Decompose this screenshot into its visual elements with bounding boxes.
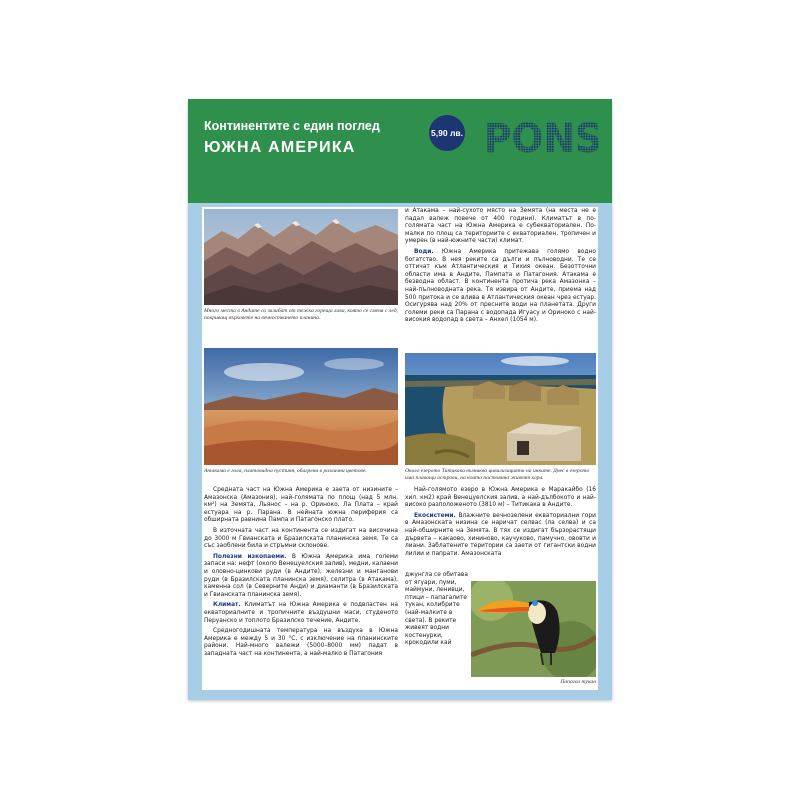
pons-logo-text: PONS (484, 117, 602, 157)
lake-village-photo (405, 353, 596, 465)
mountain-photo (204, 209, 398, 305)
section-text: В Южна Америка има големи запаси на: нефт (около Венецуелския залив), медни, калаени и оловно-цинкови руди (в Андите), железни и манганови руди (в Бразилската планинска земя), селитра (в Атакама), каменна сол (в Северните Анди) и диаманти (в Бразилската и Гвианската планинска земя). (204, 553, 398, 598)
section-text: Климатът на Южна Америка е подвластен на екваториалните и тропичните въздушни маси, студеното Перуанско и топлото Бразилско течение, Андите. (204, 602, 398, 624)
text-column-right-top (405, 208, 596, 351)
paragraph (204, 602, 398, 625)
text-column-right-wrap (405, 572, 469, 690)
toucan-photo (471, 581, 596, 677)
cover-header (188, 99, 612, 203)
toucan-caption: Папагал тукан (560, 679, 596, 685)
section-text: Влажните вечнозелени екваториални гори в Амазонската низина се наричат селвас (ла селва) и са най-обширните на Земята. В тях се издигат бързорастящи дървета – какаово, хининово, каучуково, памучно, ововти и лиани. Заблатените територии са заети от гигантски водни лилии и папрати. Амазонската (405, 512, 597, 557)
paragraph (405, 249, 596, 325)
lake-caption: Около езерото Титикака възниква цивилизацията на инките. Днес в езерото има плаващи острови, на които постоянно живеят хора. (405, 468, 590, 481)
text-column-right-middle (405, 487, 596, 571)
pons-logo (484, 117, 602, 157)
series-subtitle: Континентите с един поглед (204, 119, 380, 133)
section-heading: Климат. (213, 602, 241, 609)
paragraph: В източната част на континента се издигат на височина до 3000 м Гвианската и Бразилската планинска земя. Те са със заоблени била и стръмни склонове. (204, 527, 398, 550)
paragraph: джунгла се обитава от ягуари, пуми, маймуни, ленивци, птици – папагалите тукан, колибрите (най-малките в света). В реките живеят водни костенурки, крокодили кай (405, 572, 468, 647)
cover-title: ЮЖНА АМЕРИКА (204, 139, 356, 156)
price-badge: 5,90 лв. (429, 115, 465, 151)
paragraph (405, 513, 596, 559)
text-column-left (204, 487, 398, 690)
paragraph: Средногодишната температура на въздуха в Южна Америка е между 5 и 30 °С, с изключение на планинските райони. Най-много валежи (5000–8000 мм) падат в западната част на континента, а най-малко в Патагония (204, 628, 398, 657)
book-cover (188, 99, 612, 700)
paragraph: Средната част на Южна Америка е заета от низините – Амазонска (Амазония), най-голямата по площ (над 5 млн. км²) на Земята, Льянос – на р. Ориноко, Ла Плата – край естуара на р. Парана. В нейната южна периферия са обширната равнина Пампа и Патагонско плато. (204, 487, 398, 524)
paragraph (204, 554, 398, 600)
desert-caption: Атакама е гола, платовидна пустиня, обагрена в различни цветове. (204, 468, 367, 474)
paragraph: Най-голямото езеро в Южна Америка е Маракайбо (16 хил. км2) край Венецуелския залив, а най-дълбокото и най-високо разположеното (3810 м) – Титикака в Андите. (405, 487, 596, 509)
content-page (202, 207, 598, 690)
section-heading: Полезни изкопаеми. (213, 553, 287, 560)
desert-photo (204, 348, 398, 465)
paragraph: и Атакама – най-сухото място на Земята (на места не е падал валеж повече от 400 години). Климатът в по-голямата част на Южна Америка е субекваториален. По-малки по площ са териториите с екваториален, тропичен и умерен (в най-южните части) климат. (405, 208, 596, 245)
section-text: Южна Америка притежава голямо водно богатство. В нея реките са дълги и пълноводни. Те се оттичат към Атлантическия и Тихия океан. Безотточни области има в Андите, Пампата и Патагония. Атакама е безводна област. В континента протича река Амазонка – най-пълноводната река. Тя извира от Андите, приема над 500 притока и се влива в Атлантическия океан чрез естуар. Осигурява над 20% от пресните води на планетата. Други големи реки са Парана с водопада Игуасу и Ориноко с най-високия водопад в света – Анхел (1054 м). (405, 248, 596, 324)
section-heading: Екосистеми. (414, 512, 456, 519)
mountain-caption: Много места в Андите са залибат от тежка гореща лава, която се сменя с лед, покриващ върховете на вечностването планина. (204, 308, 398, 321)
section-heading: Води. (414, 248, 434, 255)
